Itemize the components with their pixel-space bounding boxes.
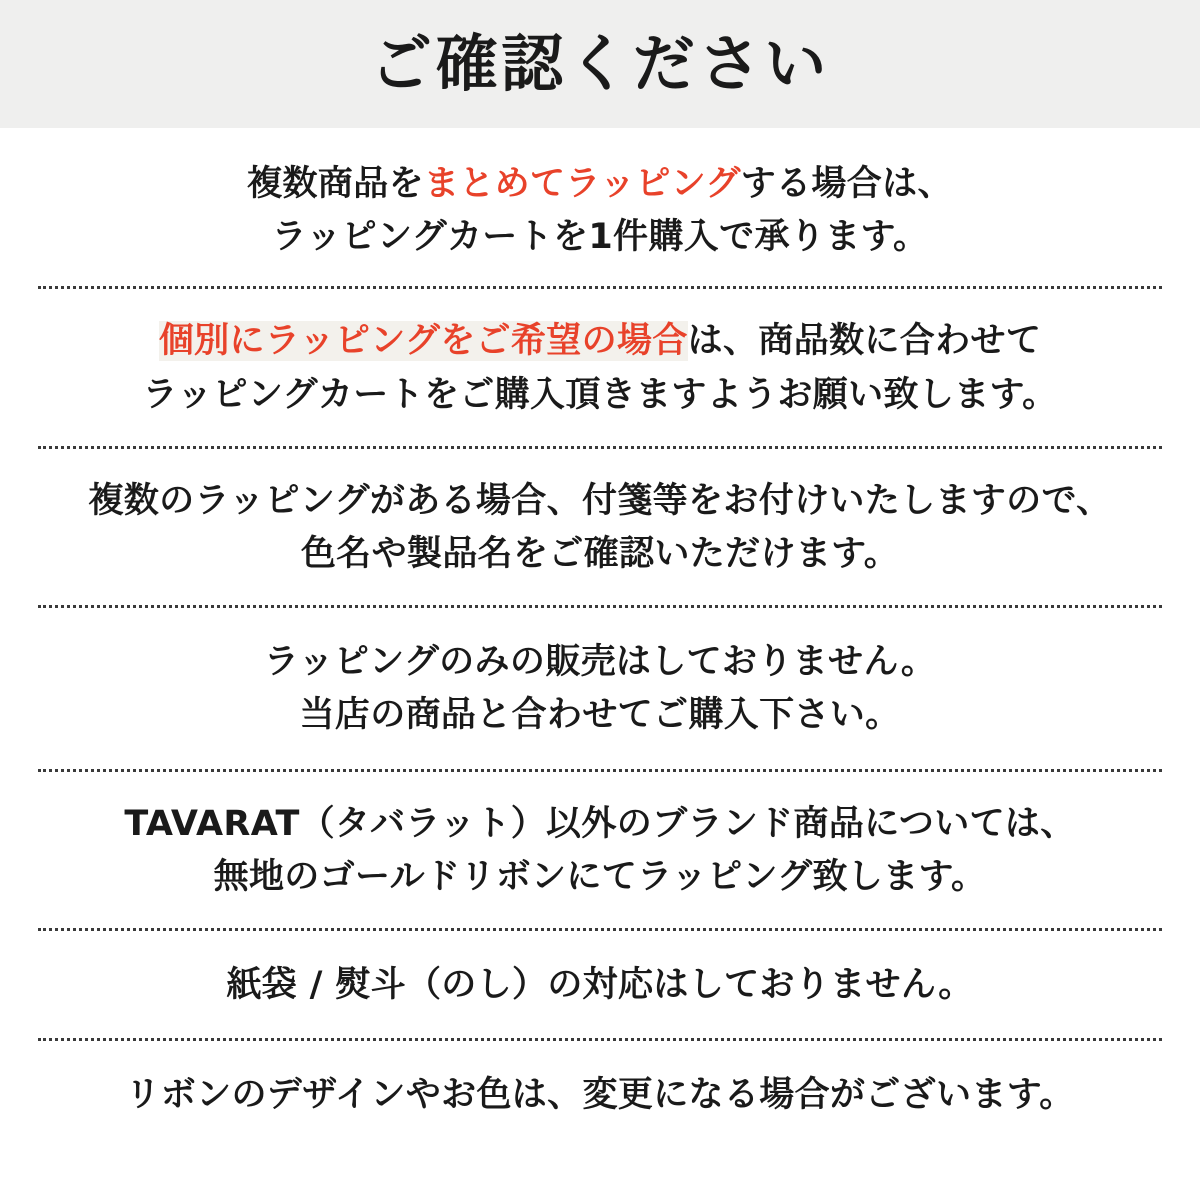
page-header bbox=[0, 0, 1200, 128]
page-title: ご確認ください bbox=[369, 27, 831, 100]
notice-text: TAVARAT（タバラット）以外のブランド商品については、 bbox=[124, 803, 1076, 844]
notice-text: 紙袋 / 熨斗（のし）の対応はしておりません。 bbox=[226, 964, 974, 1005]
notice-text: 複数商品を bbox=[247, 164, 424, 204]
notice-item-ribbon-design-may-change bbox=[38, 1038, 1162, 1142]
notice-text: 無地のゴールドリボンにてラッピング致します。 bbox=[213, 856, 987, 897]
notice-line bbox=[38, 211, 1162, 264]
notice-line bbox=[38, 528, 1162, 581]
notice-list bbox=[0, 128, 1200, 1142]
notice-text: 当店の商品と合わせてご購入下さい。 bbox=[299, 695, 901, 736]
notice-item-individual-wrapping bbox=[38, 286, 1162, 445]
notice-item-wrapping-only-not-sold bbox=[38, 605, 1162, 768]
notice-text: 色名や製品名をご確認いただけます。 bbox=[300, 533, 900, 574]
notice-text: 複数のラッピングがある場合、付箋等をお付けいたしますので、 bbox=[88, 480, 1112, 521]
notice-line bbox=[38, 689, 1162, 742]
notice-text: ラッピングカートをご購入頂きますようお願い致します。 bbox=[142, 374, 1058, 415]
notice-line bbox=[38, 315, 1162, 368]
notice-item-multiple-wrapping-tags bbox=[38, 446, 1162, 605]
notice-text-highlight: まとめてラッピング bbox=[423, 164, 741, 204]
notice-item-bundle-wrapping bbox=[38, 128, 1162, 286]
notice-line bbox=[38, 1069, 1162, 1122]
notice-line bbox=[38, 851, 1162, 904]
notice-line bbox=[38, 158, 1162, 211]
notice-line bbox=[38, 959, 1162, 1012]
notice-line bbox=[38, 798, 1162, 851]
notice-line bbox=[38, 475, 1162, 528]
notice-line bbox=[38, 369, 1162, 422]
notice-text-highlight: 個別にラッピングをご希望の場合 bbox=[158, 321, 688, 362]
notice-text: する場合は、 bbox=[740, 164, 953, 204]
notice-text: リボンのデザインやお色は、変更になる場合がございます。 bbox=[125, 1075, 1075, 1116]
notice-text: は、商品数に合わせて bbox=[687, 321, 1042, 362]
notice-text: ラッピングのみの販売はしておりません。 bbox=[263, 642, 937, 683]
notice-line bbox=[38, 636, 1162, 689]
notice-item-no-paper-bag-noshi bbox=[38, 928, 1162, 1038]
notice-item-other-brand-ribbon bbox=[38, 769, 1162, 928]
notice-text: ラッピングカートを1件購入で承ります。 bbox=[271, 217, 929, 258]
